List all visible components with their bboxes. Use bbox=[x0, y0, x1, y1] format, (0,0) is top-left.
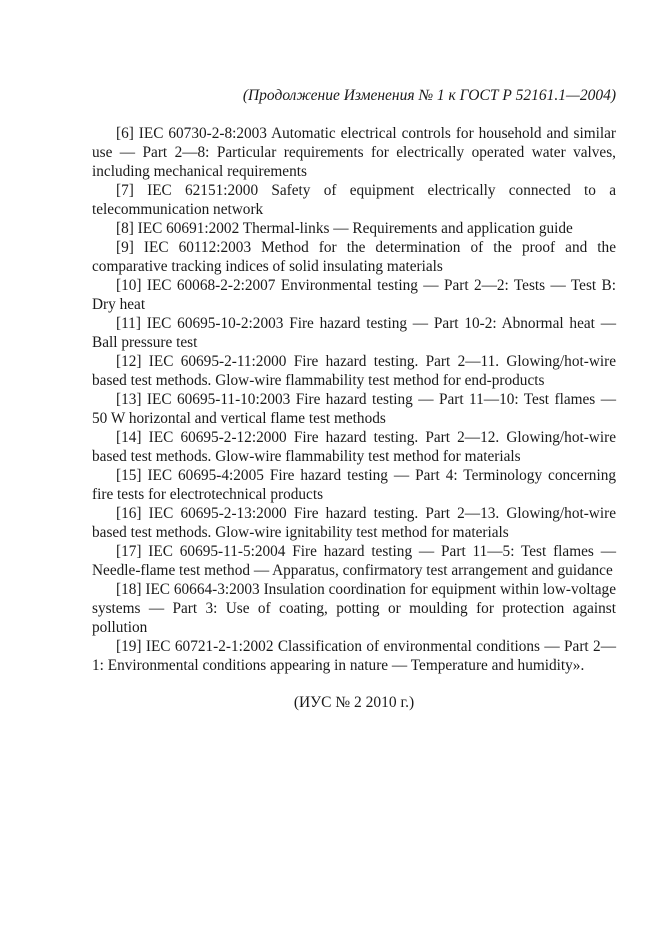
reference-item: [8] IEC 60691:2002 Thermal-links — Requirements and application guide bbox=[116, 220, 573, 237]
reference-item: [9] IEC 60112:2003 Method for the determination of the proof and the comparative tracking indices of solid insulating materials bbox=[92, 239, 616, 275]
reference-item: [15] IEC 60695-4:2005 Fire hazard testing — Part 4: Terminology concerning fire tests for electrotechnical products bbox=[92, 467, 616, 503]
reference-item: [7] IEC 62151:2000 Safety of equipment electrically connected to a telecommunication network bbox=[92, 182, 616, 218]
reference-item: [10] IEC 60068-2-2:2007 Environmental testing — Part 2—2: Tests — Test B: Dry heat bbox=[92, 277, 616, 313]
reference-list bbox=[92, 124, 616, 675]
reference-item: [16] IEC 60695-2-13:2000 Fire hazard testing. Part 2—13. Glowing/hot-wire based test methods. Glow-wire ignitability test method for materials bbox=[92, 505, 616, 541]
source-footer: (ИУС № 2 2010 г.) bbox=[293, 694, 415, 711]
reference-item: [13] IEC 60695-11-10:2003 Fire hazard testing — Part 11—10: Test flames — 50 W horizontal and vertical flame test methods bbox=[92, 391, 616, 427]
reference-item: [12] IEC 60695-2-11:2000 Fire hazard testing. Part 2—11. Glowing/hot-wire based test methods. Glow-wire flammability test method for end-products bbox=[92, 353, 616, 389]
reference-item: [11] IEC 60695-10-2:2003 Fire hazard testing — Part 10-2: Abnormal heat — Ball pressure test bbox=[92, 315, 616, 351]
continuation-header: (Продолжение Изменения № 1 к ГОСТ Р 52161.1—2004) bbox=[242, 87, 616, 104]
reference-item: [17] IEC 60695-11-5:2004 Fire hazard testing — Part 11—5: Test flames — Needle-flame test method — Apparatus, confirmatory test arrangement and guidance bbox=[92, 543, 616, 579]
reference-item: [18] IEC 60664-3:2003 Insulation coordination for equipment within low-voltage systems — Part 3: Use of coating, potting or moulding for protection against pollution bbox=[92, 581, 616, 636]
document-page bbox=[92, 86, 616, 729]
reference-item: [6] IEC 60730-2-8:2003 Automatic electrical controls for household and similar use — Part 2—8: Particular requirements for electrically operated water valves, including mechanical requirements bbox=[92, 125, 616, 180]
reference-item: [14] IEC 60695-2-12:2000 Fire hazard testing. Part 2—12. Glowing/hot-wire based test methods. Glow-wire flammability test method for materials bbox=[92, 429, 616, 465]
reference-item: [19] IEC 60721-2-1:2002 Classification of environmental conditions — Part 2—1: Environmental conditions appearing in nature — Temperature and humidity». bbox=[92, 638, 616, 674]
